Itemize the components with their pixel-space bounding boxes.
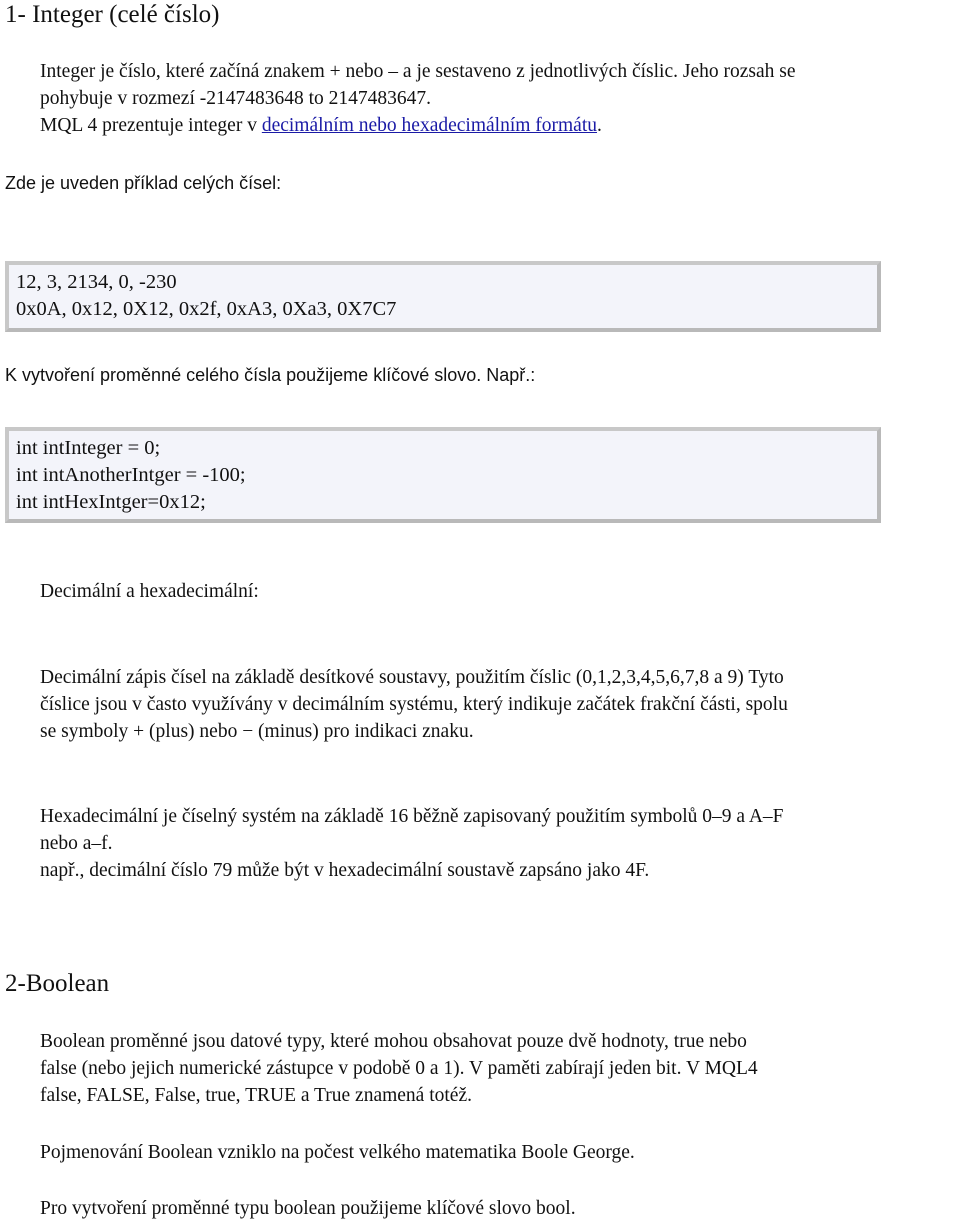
boolean-origin-text: Pojmenování Boolean vzniklo na počest velkého matematika Boole George. (40, 1142, 635, 1163)
hex-line-3: např., decimální číslo 79 může být v hexadecimální soustavě zapsáno jako 4F. (40, 860, 650, 881)
decimal-line-2: číslice jsou v často využívány v decimálním systému, který indikuje začátek frakční části, spolu (40, 694, 788, 715)
hex-line-1: Hexadecimální je číselný systém na základě 16 běžně zapisovaný použitím symbolů 0–9 a A–F (40, 806, 784, 827)
code-line: 0x0A, 0x12, 0X12, 0x2f, 0xA3, 0Xa3, 0X7C7 (16, 298, 397, 320)
code-line: int intAnotherIntger = -100; (16, 464, 246, 486)
intro-line-3-suffix: . (597, 115, 602, 136)
section-heading-boolean: 2-Boolean (5, 970, 110, 997)
section-heading-integer: 1- Integer (celé číslo) (5, 1, 220, 28)
keyword-intro: K vytvoření proměnné celého čísla použijeme klíčové slovo. Např.: (5, 365, 536, 385)
boolean-line-2: false (nebo jejich numerické zástupce v podobě 0 a 1). V paměti zabírají jeden bit. V MQL4 (40, 1058, 758, 1079)
intro-line-3-prefix: MQL 4 prezentuje integer v (40, 115, 262, 136)
intro-line-3 (40, 112, 602, 139)
code-line: int intInteger = 0; (16, 437, 161, 459)
code-line: 12, 3, 2134, 0, -230 (16, 271, 177, 293)
boolean-line-1: Boolean proměnné jsou datové typy, které mohou obsahovat pouze dvě hodnoty, true nebo (40, 1031, 747, 1052)
intro-line-2: pohybuje v rozmezí -2147483648 to 2147483647. (40, 88, 432, 109)
subheading-decimal-hex: Decimální a hexadecimální: (40, 581, 259, 602)
boolean-keyword-text: Pro vytvoření proměnné typu boolean použijeme klíčové slovo bool. (40, 1198, 576, 1219)
example-intro: Zde je uveden příklad celých čísel: (5, 173, 282, 193)
format-link[interactable]: decimálním nebo hexadecimálním formátu (261, 115, 598, 136)
intro-line-1: Integer je číslo, které začíná znakem + nebo – a je sestaveno z jednotlivých číslic. Jeho rozsah se (40, 61, 796, 82)
boolean-line-3: false, FALSE, False, true, TRUE a True znamená totéž. (40, 1085, 472, 1106)
hex-line-2: nebo a–f. (40, 833, 113, 854)
code-line: int intHexIntger=0x12; (16, 491, 206, 513)
decimal-line-1: Decimální zápis čísel na základě desítkové soustavy, použitím číslic (0,1,2,3,4,5,6,7,8 a 9) Tyto (40, 667, 784, 688)
decimal-line-3: se symboly + (plus) nebo − (minus) pro indikaci znaku. (40, 721, 474, 742)
declaration-codebox (5, 427, 881, 523)
integer-examples-codebox (5, 261, 881, 332)
